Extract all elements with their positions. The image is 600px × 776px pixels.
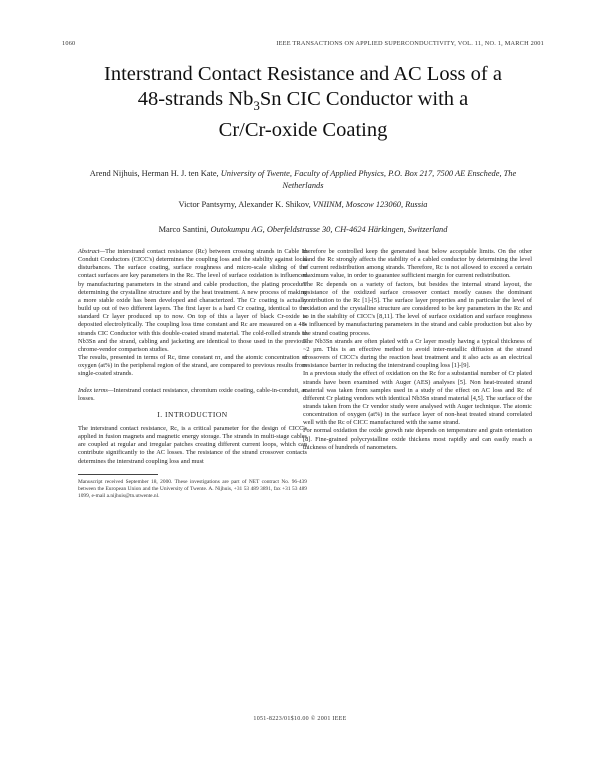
left-column	[78, 248, 307, 500]
abstract-paragraph	[78, 248, 307, 354]
author-names: Victor Pantsyrny, Alexander K. Shikov,	[178, 200, 311, 209]
footnote-rule	[78, 474, 158, 475]
author-affiliation: Outokumpu AG, Oberfeldstrasse 30, CH-4624 Härkingen, Switzerland	[208, 225, 448, 234]
body-paragraph: therefore be controlled keep the generated heat below acceptable limits. On the other hand the Rc strongly affects the stability of a cabled conductor by determining the level of current redistribution among strands. Therefore, Rc is not allowed to exceed a certain maximum value, in order to guarantee sufficient margin for current redistribution.	[303, 248, 532, 280]
abstract-text: The interstrand contact resistance (Rc) between crossing strands in Cable In Conduit Conductors (CICC's) determines the coupling loss and the stability against local disturbances. The surface coating, surface roughness and micro-scale sliding of the contact surfaces are key parameters in the Rc. The level of surface oxidation is influenced by manufacturing parameters in the strand and cable production, the plating procedure determining the crystalline structure and by the heat treatment. A new process of making a more stable oxide has been developed and characterized. The Cr coating is actually build up out of two different layers. The first layer is a hard Cr coating, identical to the standard Cr layer produced up to now. On top of this a layer of black Cr-oxide is deposited electrolytically. The coupling loss time constant and Rc are measured on a 48-strands CIC Conductor with this double-coated strand material. The cold-rolled strands to Nb3Sn and the strand, cabling and jacketing are identical to those used in the previous chrome-vendor comparison studies.	[78, 248, 307, 353]
body-paragraph: The Nb3Sn strands are often plated with a Cr layer mostly having a typical thickness of ~2 µm. This is an effective method to avoid inter-metallic diffusion at the strand crossovers of CICC's during the reaction heat treatment and it also acts as an electrical resistance barrier in reducing the interstrand coupling loss [1]-[9].	[303, 337, 532, 370]
journal-name: IEEE TRANSACTIONS ON APPLIED SUPERCONDUCTIVITY, VOL. 11, NO. 1, MARCH 2001	[276, 40, 544, 47]
section-heading: I. INTRODUCTION	[157, 409, 228, 419]
body-paragraph: In a previous study the effect of oxidation on the Rc for a substantial number of Cr plated strands have been examined with Auger (AES) analyses [5]. Non heat-treated strand material was taken from samples used in a study of the effect on AC loss and Rc of different Cr plating vendors with identical Nb3Sn strand material [4,5]. The surface of the strands taken from the Cr vendor study were analysed with Auger technique. The atomic concentration of oxygen (at%) in the surface layer of non-heat treated strand correlated well with the Rc of CICC manufactured with the same strand.	[303, 370, 532, 427]
page-number: 1060	[62, 40, 76, 47]
index-terms-text: Interstrand contact resistance, chromium oxide coating, cable-in-conduit, ac losses.	[78, 386, 307, 402]
body-paragraph: For normal oxidation the oxide growth rate depends on temperature and grain orientation [8]. Fine-grained polycrystalline oxide thickens most rapidly and can easily reach a thickness of hundreds of nanometers.	[303, 427, 532, 451]
title-line-3: Cr/Cr-oxide Coating	[218, 119, 388, 142]
author-block-1	[80, 168, 526, 191]
index-terms	[78, 387, 307, 403]
author-names: Arend Nijhuis, Herman H. J. ten Kate,	[89, 169, 219, 178]
author-names: Marco Santini,	[158, 225, 209, 234]
right-column	[303, 248, 532, 452]
abstract-paragraph-2: The results, presented in terms of Rc, time constant nτ, and the atomic concentration of oxygen (at%) in the peripheral region of the strand, are compared to previous results from single-coated strands.	[78, 354, 307, 378]
author-affiliation: VNIINM, Moscow 123060, Russia	[310, 200, 428, 209]
author-block-3	[80, 224, 526, 236]
copyright-line: 1051-8223/01$10.00 © 2001 IEEE	[253, 716, 347, 722]
body-paragraph: The Rc depends on a variety of factors, but besides the internal strand layout, the resistance of the oxidized surface crossover contact mostly causes the dominant contribution to the Rc [1]-[5]. The surface layer properties and in particular the level of oxidation and the crystalline structure are considered to be key parameters in the Rc and so in the stability of CICC's [8,11]. The level of surface oxidation and surface roughness is influenced by manufacturing parameters in the strand and cable production but also by the strand coating process.	[303, 280, 532, 337]
footnote: Manuscript received September 18, 2000. These investigations are part of NET contract No. 96-439 between the European Union and the University of Twente. A. Nijhuis, +31 53 489 3891, fax +31 53 489 1099, e-mail a.nijhuis@tn.utwente.nl.	[78, 478, 307, 499]
title-line-1: Interstrand Contact Resistance and AC Loss of a	[104, 63, 502, 85]
title-line-2: 48-strands $Nb_3Sn$ CIC Conductor with a	[137, 88, 469, 114]
intro-paragraph: The interstrand contact resistance, Rc, is a critical parameter for the design of CICC's applied in fusion magnets and magnetic energy storage. The strands in multi-stage cables are coupled at regular and irregular patches creating different current loops, which can contribute significantly to the AC losses. The resistance of the strand crossover contacts determines the interstrand coupling loss and must	[78, 424, 307, 465]
author-block-2	[80, 199, 526, 211]
paper-title	[60, 62, 546, 143]
author-affiliation: University of Twente, Faculty of Applied Physics, P.O. Box 217, 7500 AE Enschede, The Netherlands	[218, 169, 517, 190]
abstract-label: Abstract—	[78, 248, 106, 255]
index-terms-label: Index terms—	[78, 386, 114, 394]
